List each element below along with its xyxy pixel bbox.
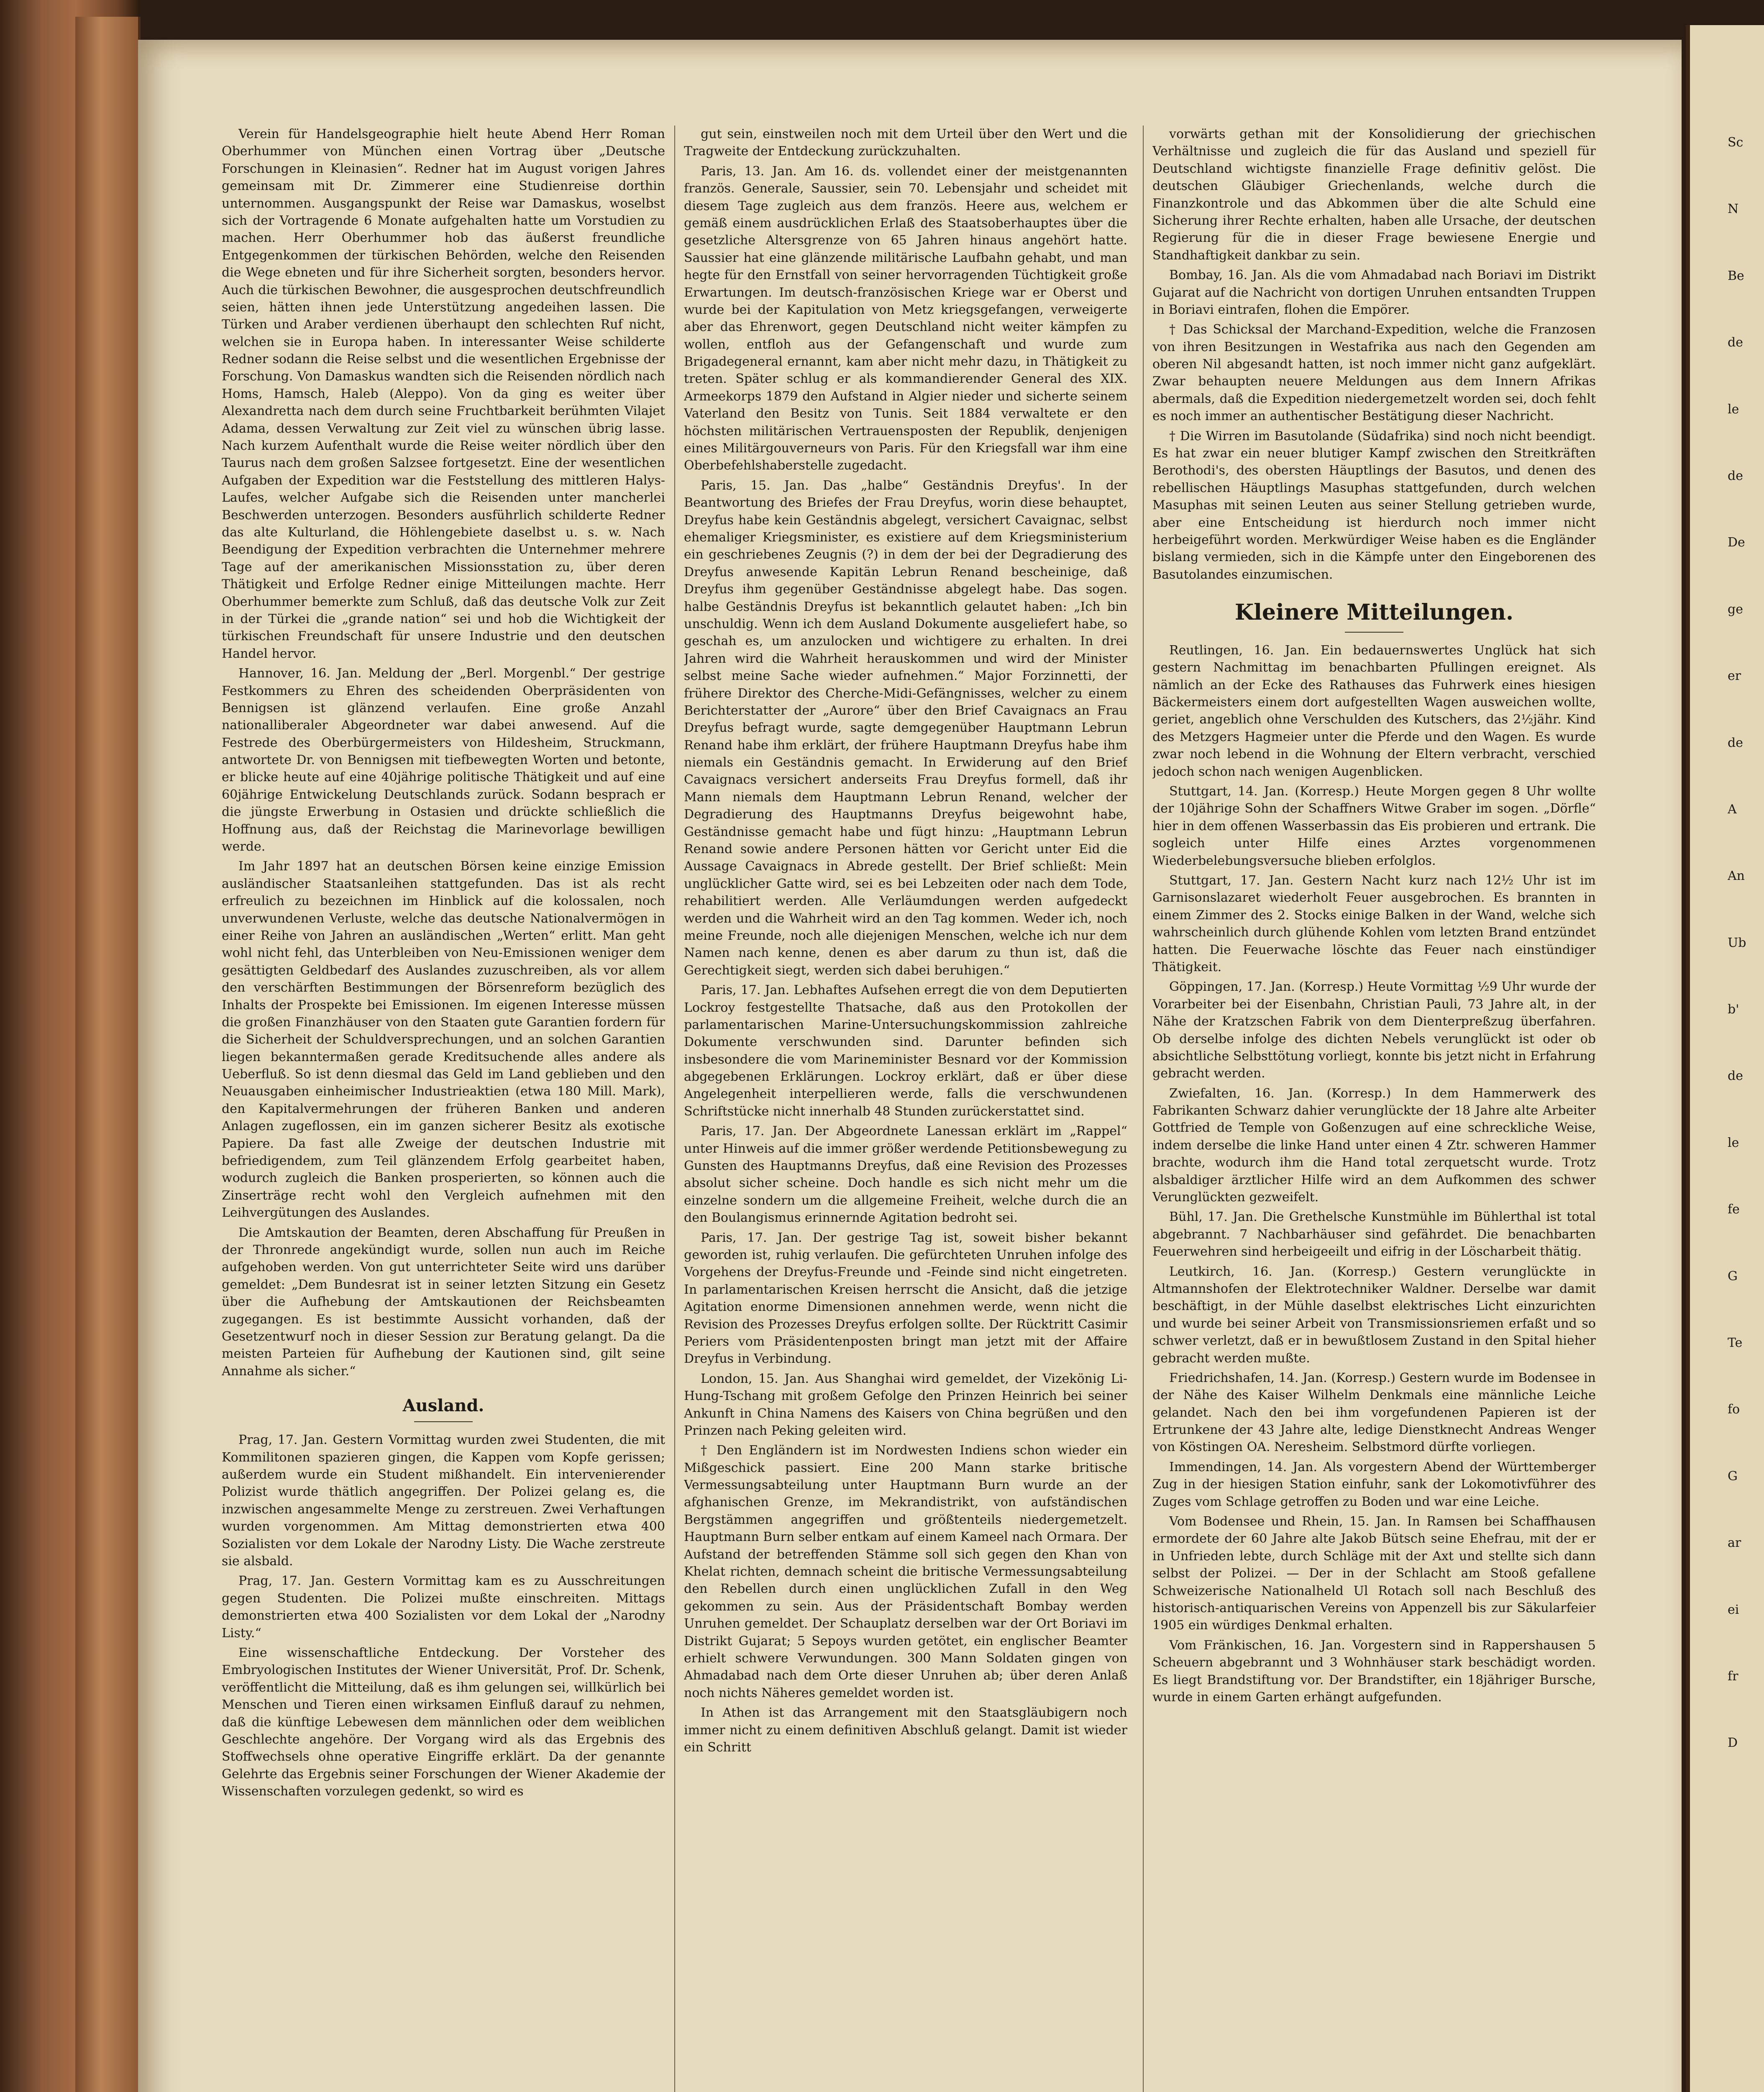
next-page-fragment: de <box>1728 1069 1743 1084</box>
article-paragraph: Göppingen, 17. Jan. (Korresp.) Heute Vormittag ½9 Uhr wurde der Vorarbeiter bei der Eisenbahn, Christian Pauli, 73 Jahre alt, in der Nähe der Kratzschen Fabrik von dem Dienterpreßzug überfahren. Ob derselbe infolge des dichten Nebels verunglückt ist oder ob absichtliche Selbsttötung vorliegt, konnte bis jetzt nicht in Erfahrung gebracht werden. <box>1152 979 1596 1081</box>
section-heading-ausland <box>222 1394 665 1422</box>
column-rule <box>674 126 675 2092</box>
section-heading-text: Ausland. <box>402 1396 484 1416</box>
article-paragraph: Paris, 17. Jan. Der Abgeordnete Lanessan erklärt im „Rappel“ unter Hinweis auf die immer größer werdende Petitionsbewegung zu Gunsten des Hauptmanns Dreyfus, daß eine Revision des Prozesses absolut sicher scheine. Doch handle es sich nicht mehr um die einzelne sondern um die allgemeine Freiheit, welche durch die an den Boulangismus erinnernde Agitation bedroht sei. <box>684 1124 1127 1225</box>
next-page-fragment: De <box>1728 535 1745 550</box>
next-page-fragment: de <box>1728 735 1743 750</box>
section-heading-kleinere-mitteilungen <box>1152 597 1596 633</box>
article-paragraph: Im Jahr 1897 hat an deutschen Börsen keine einzige Emission ausländischer Staatsanleihen stattgefunden. Das ist als recht erfreulich zu bezeichnen im Hinblick auf die kolossalen, noch unverwundenen Verluste, welche das deutsche Nationalvermögen in einer Reihe von Jahren an ausländischen „Werten“ erlitt. Man geht wohl nicht fehl, das Unterbleiben von Neu-Emissionen weniger dem gesättigten Geldbedarf des Auslandes zuzuschreiben, als vor allem den verschärften Bestimmungen der Börsenreform bezüglich des Inhalts der Prospekte bei Emissionen. Im eigenen Interesse müssen die großen Finanzhäuser von den Staaten gute Garantien fordern für die Sicherheit der Schuldversprechungen, und an solchen Garantien liegen bekanntermaßen gerade Kreditsuchende alles andere als Ueberfluß. So ist denn diesmal das Geld im Land geblieben und den Neuausgaben einheimischer Industrieaktien (etwa 180 Mill. Mark), den Kapitalvermehrungen der früheren Banken und anderen Anlagen zugeflossen, ein im ganzen sicherer Besitz als exotische Papiere. Da fast alle Zweige der deutschen Industrie mit befriedigendem, zum Teil glänzendem Erfolg gearbeitet haben, wodurch zugleich die Banken prosperierten, so können auch die Zinserträge recht wohl den Vergleich aufnehmen mit den Leihvergütungen des Auslandes. <box>222 859 665 1220</box>
article-paragraph: † Die Wirren im Basutolande (Südafrika) sind noch nicht beendigt. Es hat zwar ein neuer blutiger Kampf zwischen den Streitkräften Berothodi's, des obersten Häuptlings der Basutos, und denen des rebellischen Häuptlings Masuphas stattgefunden, durch welchen Masuphas mit seinen Leuten aus seiner Stellung getrieben wurde, aber eine Entscheidung ist hierdurch noch immer nicht herbeigeführt worden. Merkwürdiger Weise haben es die Engländer bislang vermieden, sich in die Kämpfe unter den Eingeborenen des Basutolandes einzumischen. <box>1152 428 1596 582</box>
next-page-fragment: le <box>1728 1135 1739 1150</box>
section-heading-text: Kleinere Mitteilungen. <box>1234 600 1514 626</box>
article-paragraph: Paris, 17. Jan. Lebhaftes Aufsehen erregt die von dem Deputierten Lockroy festgestellte Thatsache, daß aus den Protokollen der parlamentarischen Marine-Untersuchungskommission zahlreiche Dokumente verschwunden sind. Darunter befinden sich insbesondere die vom Marineminister Besnard vor der Kommission abgegebenen Erklärungen. Lockroy erklärt, daß er über diese Angelegenheit interpellieren werde, falls die verschwundenen Schriftstücke nicht innerhalb 48 Stunden zurückerstattet sind. <box>684 983 1127 1119</box>
heading-rule <box>414 1421 473 1422</box>
next-page-fragment: ar <box>1728 1536 1741 1551</box>
column-rule <box>1143 126 1144 2092</box>
column-3 <box>1152 126 1596 1708</box>
next-page-fragment: A <box>1728 802 1737 817</box>
next-page-fragment: Ub <box>1728 935 1746 950</box>
next-page-fragment: er <box>1728 669 1741 684</box>
next-page-fragment: Te <box>1728 1336 1743 1351</box>
article-paragraph: Vom Fränkischen, 16. Jan. Vorgestern sind in Rappershausen 5 Scheuern abgebrannt und 3 Wohnhäuser stark beschädigt worden. Es liegt Brandstiftung vor. Der Brandstifter, ein 18jähriger Bursche, wurde in einem Garten erhängt aufgefunden. <box>1152 1638 1596 1705</box>
next-page-fragment: G <box>1728 1269 1738 1284</box>
column-2 <box>684 126 1127 1759</box>
next-page-fragment: fe <box>1728 1202 1740 1217</box>
article-paragraph: Friedrichshafen, 14. Jan. (Korresp.) Gestern wurde im Bodensee in der Nähe des Kaiser Wilhelm Denkmals eine männliche Leiche gelandet. Nach den bei ihm vorgefundenen Papieren ist der Ertrunkene der 43 Jahre alte, ledige Dienstknecht Andreas Wenger von Köstingen OA. Neresheim. Selbstmord dürfte vorliegen. <box>1152 1370 1596 1455</box>
article-paragraph: Paris, 17. Jan. Der gestrige Tag ist, soweit bisher bekannt geworden ist, ruhig verlaufen. Die gefürchteten Unruhen infolge des Vorgehens der Dreyfus-Freunde und -Feinde sind nicht eingetreten. In parlamentarischen Kreisen herrscht die Ansicht, daß die jetzige Agitation enorme Dimensionen annehmen werde, wenn nicht die Revision des Prozesses Dreyfus erfolgen sollte. Der Rücktritt Casimir Periers vom Präsidentenposten bringt man jetzt mit der Affaire Dreyfus in Verbindung. <box>684 1230 1127 1366</box>
next-page-text-fragments <box>1728 134 1761 1801</box>
article-paragraph: Zwiefalten, 16. Jan. (Korresp.) In dem Hammerwerk des Fabrikanten Schwarz dahier verunglückte der 18 Jahre alte Arbeiter Gottfried de Temple von Goßenzugen auf eine schreckliche Weise, indem derselbe die linke Hand unter einen 4 Ztr. schweren Hammer brachte, wodurch ihm die Hand total zerquetscht wurde. Trotz alsbaldiger ärztlicher Hilfe wird an dem Aufkommen des schwer Verunglückten gezweifelt. <box>1152 1086 1596 1205</box>
article-paragraph: Eine wissenschaftliche Entdeckung. Der Vorsteher des Embryologischen Institutes der Wiener Universität, Prof. Dr. Schenk, veröffentlicht die Mitteilung, daß es ihm gelungen sei, willkürlich bei Menschen und Tieren einen wirksamen Einfluß darauf zu nehmen, daß die künftige Lebewesen dem männlichen oder dem weiblichen Geschlechte angehöre. Der Vorgang wird als das Ergebnis des Stoffwechsels ohne operative Eingriffe erklärt. Da der genannte Gelehrte das Ergebnis seiner Forschungen der Wiener Akademie der Wissenschaften vorzulegen gedenkt, so wird es <box>222 1646 665 1799</box>
article-paragraph: gut sein, einstweilen noch mit dem Urteil über den Wert und die Tragweite der Entdeckung zurückzuhalten. <box>684 127 1127 159</box>
article-paragraph: † Den Engländern ist im Nordwesten Indiens schon wieder ein Mißgeschick passiert. Eine 200 Mann starke britische Vermessungsabteilung unter Hauptmann Burn wurde an der afghanischen Grenze, im Mekrandistrikt, von aufständischen Bergstämmen angegriffen und größtenteils niedergemetzelt. Hauptmann Burn selber entkam auf einem Kameel nach Ormara. Der Aufstand der betreffenden Stämme soll sich gegen den Khan von Khelat richten, demnach scheint die britische Vermessungsabteilung den Rebellen durch einen unglücklichen Zufall in den Weg gekommen zu sein. Aus der Präsidentschaft Bombay werden Unruhen gemeldet. Der Schauplatz derselben war der Ort Boriavi im Distrikt Gujarat; 5 Sepoys wurden getötet, ein englischer Beamter erhielt schwere Verwundungen. 300 Mann Soldaten gingen von Ahmadabad nach dem Orte dieser Unruhen ab; über deren Anlaß noch nichts Näheres gemeldet worden ist. <box>684 1443 1127 1700</box>
article-paragraph: Prag, 17. Jan. Gestern Vormittag wurden zwei Studenten, die mit Kommilitonen spazieren gingen, die Kappen vom Kopfe gerissen; außerdem wurde ein Student mißhandelt. Ein intervenierender Polizist wurde thätlich angegriffen. Der Polizei gelang es, die inzwischen angesammelte Menge zu zerstreuen. Zwei Verhaftungen wurden vorgenommen. Am Mittag demonstrierten etwa 400 Sozialisten vor dem Lokale der Narodny Listy. Die Wache zerstreute sie alsbald. <box>222 1433 665 1569</box>
next-page-fragment: An <box>1728 869 1745 884</box>
article-paragraph: Bombay, 16. Jan. Als die vom Ahmadabad nach Boriavi im Distrikt Gujarat auf die Nachricht von dortigen Unruhen entsandten Truppen in Boriavi eintrafen, flohen die Empörer. <box>1152 268 1596 317</box>
next-page-fragment: fr <box>1728 1669 1738 1684</box>
article-paragraph: In Athen ist das Arrangement mit den Staatsgläubigern noch immer nicht zu einem definitiven Abschluß gelangt. Damit ist wieder ein Schritt <box>684 1705 1127 1755</box>
next-page-fragment: G <box>1728 1469 1738 1484</box>
next-page-fragment: de <box>1728 335 1743 350</box>
next-page-fragment: ei <box>1728 1602 1739 1617</box>
article-paragraph: Stuttgart, 17. Jan. Gestern Nacht kurz nach 12½ Uhr ist im Garnisonslazaret wiederholt Feuer ausgebrochen. Es brannten in einem Zimmer des 2. Stocks einige Balken in der Wand, welche sich wahrscheinlich durch glühende Kohlen vom letzten Brand entzündet hatten. Die Feuerwache löschte das Feuer nach einstündiger Thätigkeit. <box>1152 873 1596 974</box>
article-paragraph: Paris, 13. Jan. Am 16. ds. vollendet einer der meistgenannten französ. Generale, Saussier, sein 70. Lebensjahr und scheidet mit diesem Tage zugleich aus dem französ. Heere aus, welchem er gemäß einem ausdrücklichen Erlaß des Staatsoberhauptes über die gesetzliche Altersgrenze von 65 Jahren hinaus angehört hatte. Saussier hat eine glänzende militärische Laufbahn gehabt, und man hegte für den Ernstfall von seiner hervorragenden Tüchtigkeit große Erwartungen. Im deutsch-französischen Kriege war er Oberst und wurde bei der Kapitulation von Metz kriegsgefangen, verweigerte aber das Ehrenwort, gegen Deutschland nicht weiter kämpfen zu wollen, entfloh aus der Gefangenschaft und wurde zum Brigadegeneral ernannt, kam aber nicht mehr dazu, in Thätigkeit zu treten. Später schlug er als kommandierender General des XIX. Armeekorps 1879 den Aufstand in Algier nieder und sicherte seinem Vaterland den Besitz von Tunis. Seit 1884 verwaltete er den höchsten militärischen Vertrauensposten der Republik, denjenigen eines Militärgouverneurs von Paris. Für den Kriegsfall war ihm eine Oberbefehlshaberstelle zugedacht. <box>684 164 1127 473</box>
article-paragraph: Immendingen, 14. Jan. Als vorgestern Abend der Württemberger Zug in der hiesigen Station einfuhr, sank der Lokomotivführer des Zuges vom Schlage getroffen zu Boden und war eine Leiche. <box>1152 1459 1596 1509</box>
next-page-fragment: de <box>1728 468 1743 483</box>
next-page-fragment: le <box>1728 402 1739 417</box>
article-paragraph: Reutlingen, 16. Jan. Ein bedauernswertes Unglück hat sich gestern Nachmittag im benachbarten Pfullingen ereignet. Als nämlich an der Ecke des Rathauses das Fuhrwerk eines hiesigen Bäckermeisters einem dort aufgestellten Wagen ausweichen wollte, geriet, angeblich ohne Verschulden des Kutschers, das 2½jähr. Kind des Metzgers Hagmeier unter die Pferde und den Wagen. Es wurde zwar noch lebend in die Wohnung der Eltern verbracht, verschied jedoch schon nach wenigen Augenblicken. <box>1152 643 1596 779</box>
article-paragraph: † Das Schicksal der Marchand-Expedition, welche die Franzosen von ihren Besitzungen in Westafrika aus nach den Gegenden am oberen Nil abgesandt hatten, ist noch immer nicht ganz aufgeklärt. Zwar behaupten neuere Meldungen aus dem Innern Afrikas abermals, daß die Expedition niedergemetzelt worden sei, doch fehlt es noch immer an authentischer Bestätigung dieser Nachricht. <box>1152 322 1596 424</box>
article-paragraph: Paris, 15. Jan. Das „halbe“ Geständnis Dreyfus'. In der Beantwortung des Briefes der Frau Dreyfus, worin diese behauptet, Dreyfus habe kein Geständnis abgelegt, versichert Cavaignac, selbst ehemaliger Kriegsminister, es existiere auf dem Kriegsministerium ein geschriebenes Zeugnis (?) in dem der bei der Degradierung des Dreyfus anwesende Kapitän Lebrun Renand bescheinige, daß Dreyfus ihm gegenüber Geständnisse abgelegt habe. Das sogen. halbe Geständnis Dreyfus ist bekanntlich gelautet haben: „Ich bin unschuldig. Wenn ich dem Ausland Dokumente ausgeliefert habe, so geschah es, um anzulocken und wichtigere zu erhalten. In drei Jahren wird die Wahrheit herauskommen und wird der Minister selbst meine Sache wieder aufnehmen.“ Major Forzinnetti, der frühere Direktor des Cherche-Midi-Gefängnisses, welcher zu einem Berichterstatter der „Aurore“ über den Brief Cavaignacs an Frau Dreyfus befragt wurde, sagte demgegenüber Hauptmann Lebrun Renand habe ihm erklärt, der frühere Hauptmann Dreyfus habe ihm niemals ein Geständnis gemacht. In Erwiderung auf den Brief Cavaignacs versichert anderseits Frau Dreyfus formell, daß ihr Mann niemals dem Hauptmann Lebrun Renand, welcher der Degradierung des Hauptmanns Dreyfus beigewohnt habe, Geständnisse gemacht habe und fügt hinzu: „Hauptmann Lebrun Renand sowie andere Personen hätten vor Gericht unter Eid die Aussage Cavaignacs in Abrede gestellt. Der Brief schließt: Mein unglücklicher Gatte wird, sei es bei Lebzeiten oder nach dem Tode, rehabilitiert werden. Alle Verläumdungen werden aufgedeckt werden und die Wahrheit wird an den Tag kommen. Weder ich, noch meine Freunde, noch alle diejenigen Menschen, welche ich nur dem Namen nach kenne, denen es aber darum zu thun ist, daß die Gerechtigkeit siegt, werden sich dabei beruhigen.“ <box>684 478 1127 978</box>
article-paragraph: Hannover, 16. Jan. Meldung der „Berl. Morgenbl.“ Der gestrige Festkommers zu Ehren des scheidenden Oberpräsidenten von Bennigsen ist glänzend verlaufen. Eine große Anzahl nationalliberaler Abgeordneter war dabei anwesend. Auf die Festrede des Oberbürgermeisters von Hildesheim, Struckmann, antwortete Dr. von Bennigsen mit tiefbewegten Worten und betonte, er blicke heute auf eine 40jährige politische Thätigkeit und auf eine 60jährige Entwickelung Deutschlands zurück. Sodann besprach er die jüngste Erwerbung in Ostasien und drückte schließlich die Hoffnung aus, daß der Reichstag die Marinevorlage bewilligen werde. <box>222 666 665 854</box>
article-paragraph: Prag, 17. Jan. Gestern Vormittag kam es zu Ausschreitungen gegen Studenten. Die Polizei mußte einschreiten. Mittags demonstrierten etwa 400 Sozialisten vor dem Lokal der „Narodny Listy.“ <box>222 1574 665 1641</box>
next-page-fragment: b' <box>1728 1002 1739 1017</box>
article-paragraph: London, 15. Jan. Aus Shanghai wird gemeldet, der Vizekönig Li-Hung-Tschang mit großem Gefolge den Prinzen Heinrich bei seiner Ankunft in China Namens des Kaisers von China begrüßen und den Prinzen nach Peking geleiten wird. <box>684 1371 1127 1438</box>
article-paragraph: Vom Bodensee und Rhein, 15. Jan. In Ramsen bei Schaffhausen ermordete der 60 Jahre alte Jakob Bütsch seine Ehefrau, mit der er in Unfrieden lebte, durch Schläge mit der Axt und stellte sich dann selbst der Polizei. — Der in der Schlacht am Stooß gefallene Schweizerische Nationalheld Ul Rotach soll nach Beschluß des historisch-antiquarischen Vereins von Appenzell bis zur Säkularfeier 1905 ein würdiges Denkmal erhalten. <box>1152 1514 1596 1633</box>
article-paragraph: vorwärts gethan mit der Konsolidierung der griechischen Verhältnisse und zugleich die für das Ausland und speziell für Deutschland wichtigste finanzielle Frage definitiv gelöst. Die deutschen Gläubiger Griechenlands, welche durch die Finanzkontrole und das Abkommen über die alte Schuld eine Sicherung ihrer Rechte erhalten, haben alle Ursache, der deutschen Regierung für die in dieser Frage bewiesene Energie und Standhaftigkeit dankbar zu sein. <box>1152 127 1596 263</box>
next-page-fragment: Sc <box>1728 135 1744 150</box>
book-binding <box>0 0 138 2092</box>
article-paragraph: Die Amtskaution der Beamten, deren Abschaffung für Preußen in der Thronrede angekündigt wurde, sollen nun auch im Reiche aufgehoben werden. Von gut unterrichteter Seite wird uns darüber gemeldet: „Dem Bundesrat ist in seiner letzten Sitzung ein Gesetz über die Aufhebung der Amtskautionen der Reichsbeamten zugegangen. Es ist bestimmte Aussicht vorhanden, daß der Gesetzentwurf noch in dieser Session zur Beratung gelangt. Da die meisten Parteien für Aufhebung der Kautionen sind, gilt seine Annahme als sicher.“ <box>222 1225 665 1379</box>
next-page-fragment: N <box>1728 202 1739 217</box>
article-paragraph: Stuttgart, 14. Jan. (Korresp.) Heute Morgen gegen 8 Uhr wollte der 10jährige Sohn der Schaffners Witwe Graber im sogen. „Dörfle“ hier in dem offenen Wasserbassin das Eis probieren und ertrank. Die sogleich unter Hilfe eines Arztes vorgenommenen Wiederbelebungsversuche blieben erfolglos. <box>1152 784 1596 868</box>
column-1 <box>222 126 665 1803</box>
heading-rule <box>1345 632 1403 633</box>
next-page-fragment: D <box>1728 1736 1738 1751</box>
article-paragraph: Verein für Handelsgeographie hielt heute Abend Herr Roman Oberhummer von München einen Vortrag über „Deutsche Forschungen in Kleinasien“. Redner hat im August vorigen Jahres gemeinsam mit Dr. Zimmerer eine Studienreise dorthin unternommen. Ausgangspunkt der Reise war Damaskus, woselbst sich der Vortragende 6 Monate aufgehalten hatte um Vorstudien zu machen. Herr Oberhummer hob das äußerst freundliche Entgegenkommen der türkischen Behörden, welche den Reisenden die Wege ebneten und für ihre Sicherheit sorgten, besonders hervor. Auch die türkischen Bewohner, die ausgesprochen deutschfreundlich seien, hätten ihnen jede Unterstützung angedeihen lassen. Die Türken und Araber verdienen überhaupt den schlechten Ruf nicht, welchen sie in Europa haben. In interessanter Weise schilderte Redner sodann die Reise selbst und die wesentlichen Ergebnisse der Forschung. Von Damaskus wandten sich die Reisenden nördlich nach Homs, Hamsch, Haleb (Aleppo). Von da ging es weiter über Alexandretta nach dem durch seine Fruchtbarkeit berühmten Vilajet Adama, dessen Verwaltung zur Zeit viel zu wünschen übrig lasse. Nach kurzem Aufenthalt wurde die Reise weiter nördlich über den Taurus nach dem großen Salzsee fortgesetzt. Eine der wesentlichen Aufgaben der Expedition war die Feststellung des mittleren Halys-Laufes, welcher Aufgabe sich die Reisenden unter mancherlei Beschwerden unterzogen. Besonders ausführlich schilderte Redner das alte Kulturland, die Höhlengebiete daselbst u. s. w. Nach Beendigung der Expedition verbrachten die Unternehmer mehrere Tage auf der amerikanischen Missionsstation zu, über deren Thätigkeit und Erfolge Redner einige Mitteilungen machte. Herr Oberhummer bemerkte zum Schluß, daß das deutsche Volk zur Zeit in der Türkei die „grande nation“ sei und hob die Wichtigkeit der türkischen Freundschaft für unsere Industrie und den deutschen Handel hervor. <box>222 127 665 661</box>
next-page-fragment: Be <box>1728 268 1744 283</box>
article-paragraph: Bühl, 17. Jan. Die Grethelsche Kunstmühle im Bühlerthal ist total abgebrannt. 7 Nachbarhäuser sind gefährdet. Die benachbarten Feuerwehren sind herbeigeeilt und eifrig in der Löscharbeit thätig. <box>1152 1210 1596 1259</box>
article-paragraph: Leutkirch, 16. Jan. (Korresp.) Gestern verunglückte in Altmannshofen der Elektrotechniker Waldner. Derselbe war damit beschäftigt, in der Mühle daselbst elektrisches Licht einzurichten und wurde bei seiner Arbeit von Transmissionsriemen erfaßt und so schwer verletzt, daß er in bewußtlosem Zustand in den Spital hieher gebracht werden mußte. <box>1152 1264 1596 1366</box>
next-page-fragment: ge <box>1728 602 1743 617</box>
binding-edge <box>75 17 141 2092</box>
next-page-fragment: fo <box>1728 1402 1740 1417</box>
